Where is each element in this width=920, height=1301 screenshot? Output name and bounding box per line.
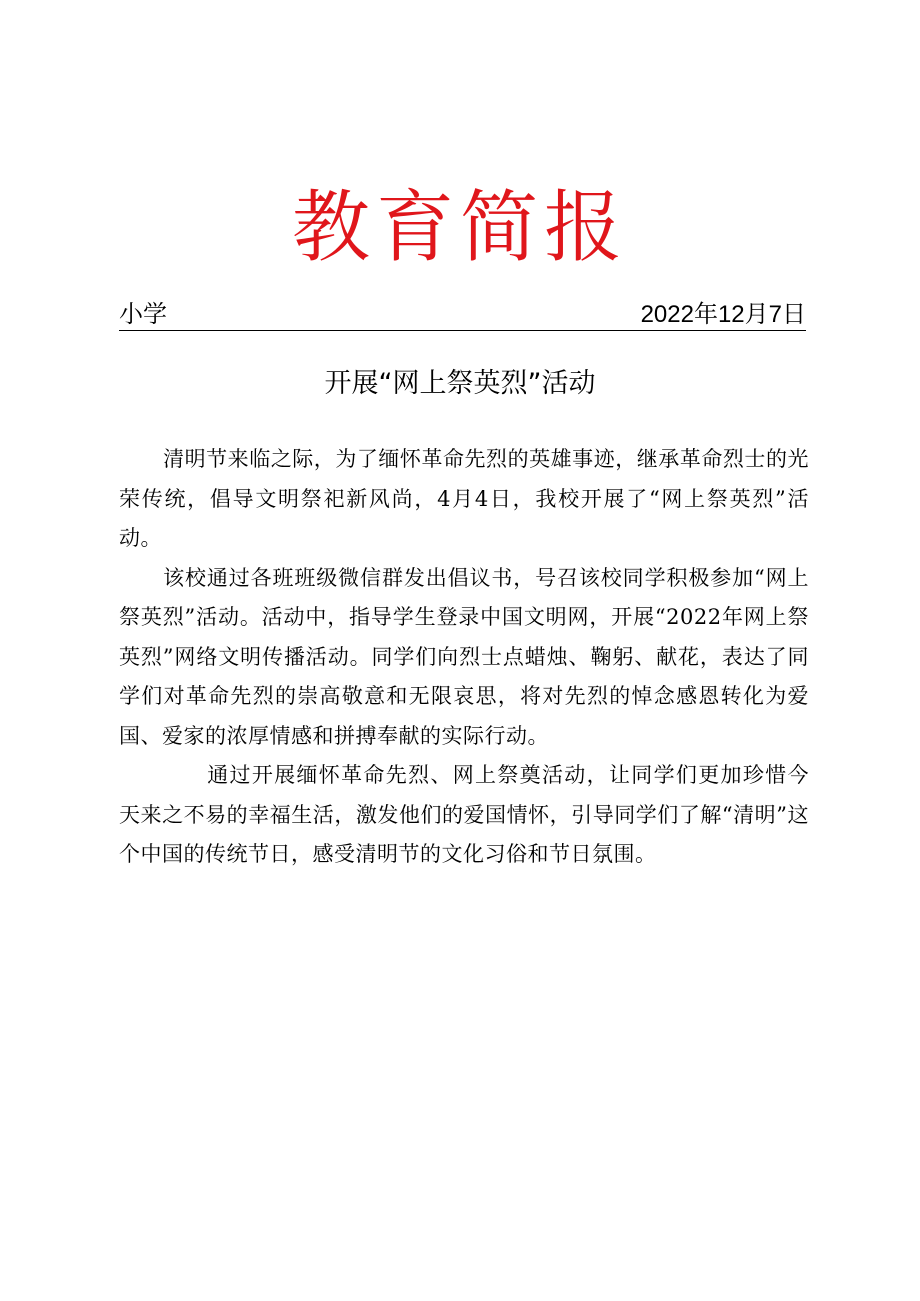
paragraph-3: 通过开展缅怀革命先烈、网上祭奠活动，让同学们更加珍惜今天来之不易的幸福生活，激发他们的爱国情怀，引导同学们了解“清明”这个中国的传统节日，感受清明节的文化习俗和节日氛围。 xyxy=(119,763,809,866)
issuing-unit: 小学 xyxy=(119,301,167,328)
issue-date: 2022年12月7日 xyxy=(640,301,806,328)
paragraph-2: 该校通过各班班级微信群发出倡议书，号召该校同学积极参加“网上祭英烈”活动。活动中，指导学生登录中国文明网，开展“2022年网上祭英烈”网络文明传播活动。同学们向烈士点蜡烛、鞠躬、献花，表达了同学们对革命先烈的崇高敬意和无限哀思，将对先烈的悼念感恩转化为爱国、爱家的浓厚情感和拼搏奉献的实际行动。 xyxy=(119,565,809,748)
article-body xyxy=(119,440,809,875)
info-line xyxy=(119,300,806,331)
masthead-title: 教育简报 xyxy=(291,183,628,273)
paragraph-1: 清明节来临之际，为了缅怀革命先烈的英雄事迹，继承革命烈士的光荣传统，倡导文明祭祀新风尚，4月4日，我校开展了“网上祭英烈”活动。 xyxy=(119,447,809,550)
article-title: 开展“网上祭英烈”活动 xyxy=(324,368,596,399)
